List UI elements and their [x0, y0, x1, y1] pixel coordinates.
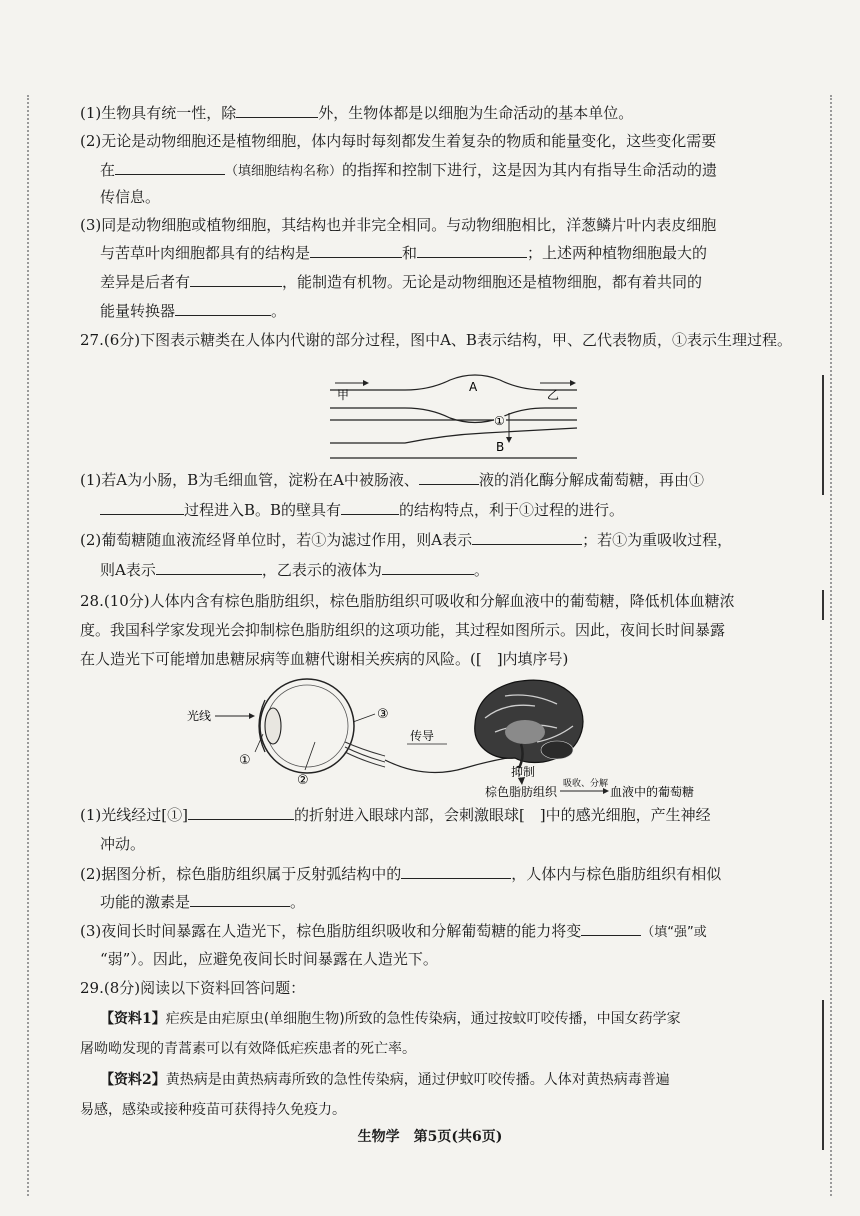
answer-blank[interactable] [341, 500, 399, 515]
q26-part2: (2)无论是动物细胞还是植物细胞，体内每时每刻都发生着复杂的物质和能量变化，这些变化需要 [80, 132, 717, 150]
label-process-1: ① [494, 414, 505, 428]
q26-part3-line3: 差异是后者有 ，能制造有机物。无论是动物细胞还是植物细胞，都有着共同的 [100, 273, 703, 291]
answer-blank[interactable] [419, 470, 479, 485]
q28-stem-line2: 度。我国科学家发现光会抑制棕色脂肪组织的这项功能，其过程如图所示。因此，夜间长时间暴露 [80, 621, 726, 639]
q26-part2-line3: 传信息。 [100, 188, 161, 206]
label-yi: 乙 [547, 388, 560, 402]
label-inhibit: 抑制 [511, 765, 536, 779]
q26-part3-line4: 能量转换器 。 [100, 302, 287, 320]
q29-material2-line2: 易感，感染或接种疫苗可获得持久免疫力。 [80, 1102, 346, 1118]
scan-edge-line [822, 590, 824, 620]
answer-blank[interactable] [581, 921, 641, 936]
scan-edge-line [822, 375, 824, 495]
answer-blank[interactable] [190, 272, 282, 287]
eye-brain-diagram [185, 672, 695, 800]
label-n2: ② [297, 773, 309, 788]
answer-blank[interactable] [472, 530, 582, 545]
q28-part2-line2: 功能的激素是 。 [100, 893, 306, 911]
label-conduct: 传导 [410, 729, 435, 743]
left-binding-dots [27, 95, 29, 1196]
brain-icon [475, 680, 583, 768]
answer-blank[interactable] [401, 864, 511, 879]
label-n3: ③ [377, 707, 389, 722]
label-light: 光线 [187, 709, 212, 723]
q27-part2: (2)葡萄糖随血液流经肾单位时，若①为滤过作用，则A表示 ；若①为重吸收过程， [80, 531, 733, 549]
answer-blank[interactable] [188, 805, 294, 820]
q26-part3: (3)同是动物细胞或植物细胞，其结构也并非完全相同。与动物细胞相比，洋葱鳞片叶内表皮细胞 [80, 216, 717, 234]
q26-part1: (1)生物具有统一性，除 外，生物体都是以细胞为生命活动的基本单位。 [80, 104, 634, 122]
answer-blank[interactable] [190, 892, 290, 907]
q27-stem: 27.(6分)下图表示糖类在人体内代谢的部分过程，图中A、B表示结构，甲、乙代表物质，①表示生理过程。 [80, 331, 792, 349]
intestine-capillary-diagram [325, 365, 585, 467]
q29-stem: 29.(8分)阅读以下资料回答问题： [80, 979, 306, 997]
q29-material1: 【资料1】疟疾是由疟原虫(单细胞生物)所致的急性传染病，通过按蚊叮咬传播，中国女药学家 [100, 1011, 681, 1027]
label-brown-fat: 棕色脂肪组织 [485, 785, 558, 799]
answer-blank[interactable] [100, 500, 184, 515]
answer-blank[interactable] [382, 560, 474, 575]
label-blood-glucose: 血液中的葡萄糖 [610, 785, 695, 799]
answer-blank[interactable] [115, 160, 225, 175]
q28-part1: (1)光线经过[①] 的折射进入眼球内部，会刺激眼球[ ]中的感光细胞，产生神经 [80, 806, 711, 824]
label-a: A [469, 380, 478, 394]
answer-blank[interactable] [175, 301, 271, 316]
q27-part2-line2: 则A表示 ，乙表示的液体为 。 [100, 561, 489, 579]
q26-part3-line2: 与苦草叶肉细胞都具有的结构是 和 ；上述两种植物细胞最大的 [100, 244, 708, 262]
q29-material1-line2: 屠呦呦发现的青蒿素可以有效降低疟疾患者的死亡率。 [80, 1041, 416, 1057]
q28-stem-line3: 在人造光下可能增加患糖尿病等血糖代谢相关疾病的风险。([ ]内填序号) [80, 650, 569, 668]
label-n1: ① [239, 753, 251, 768]
q26-part2-line2: 在 （填细胞结构名称）的指挥和控制下进行，这是因为其内有指导生命活动的遗 [100, 161, 718, 179]
q28-part1-line2: 冲动。 [100, 835, 146, 853]
answer-blank[interactable] [156, 560, 262, 575]
q28-part3-line2: “弱”）。因此，应避免夜间长时间暴露在人造光下。 [100, 950, 438, 968]
answer-blank[interactable] [236, 103, 318, 118]
q28-part3: (3)夜间长时间暴露在人造光下，棕色脂肪组织吸收和分解葡萄糖的能力将变 （填“强”或 [80, 922, 707, 940]
q29-material2: 【资料2】黄热病是由黄热病毒所致的急性传染病，通过伊蚊叮咬传播。人体对黄热病毒普遍 [100, 1072, 670, 1088]
q28-stem-line1: 28.(10分)人体内含有棕色脂肪组织，棕色脂肪组织可吸收和分解血液中的葡萄糖，降低机体血糖浓 [80, 592, 735, 610]
answer-blank[interactable] [417, 243, 527, 258]
q27-part1-line2: 过程进入B。B的壁具有 的结构特点，利于①过程的进行。 [80, 500, 800, 520]
q27-part1: (1)若A为小肠，B为毛细血管，淀粉在A中被肠液、 液的消化酶分解成葡萄糖，再由① [80, 471, 704, 489]
label-jia: 甲 [337, 388, 350, 402]
label-b: B [496, 440, 505, 454]
eyeball-icon [259, 679, 385, 773]
q28-part2: (2)据图分析，棕色脂肪组织属于反射弧结构中的 ，人体内与棕色脂肪组织有相似 [80, 865, 722, 883]
page-footer: 生物学 第5页(共6页) [357, 1129, 503, 1145]
label-absorb: 吸收、分解 [563, 779, 609, 789]
answer-blank[interactable] [310, 243, 402, 258]
right-binding-dots [830, 95, 832, 1196]
